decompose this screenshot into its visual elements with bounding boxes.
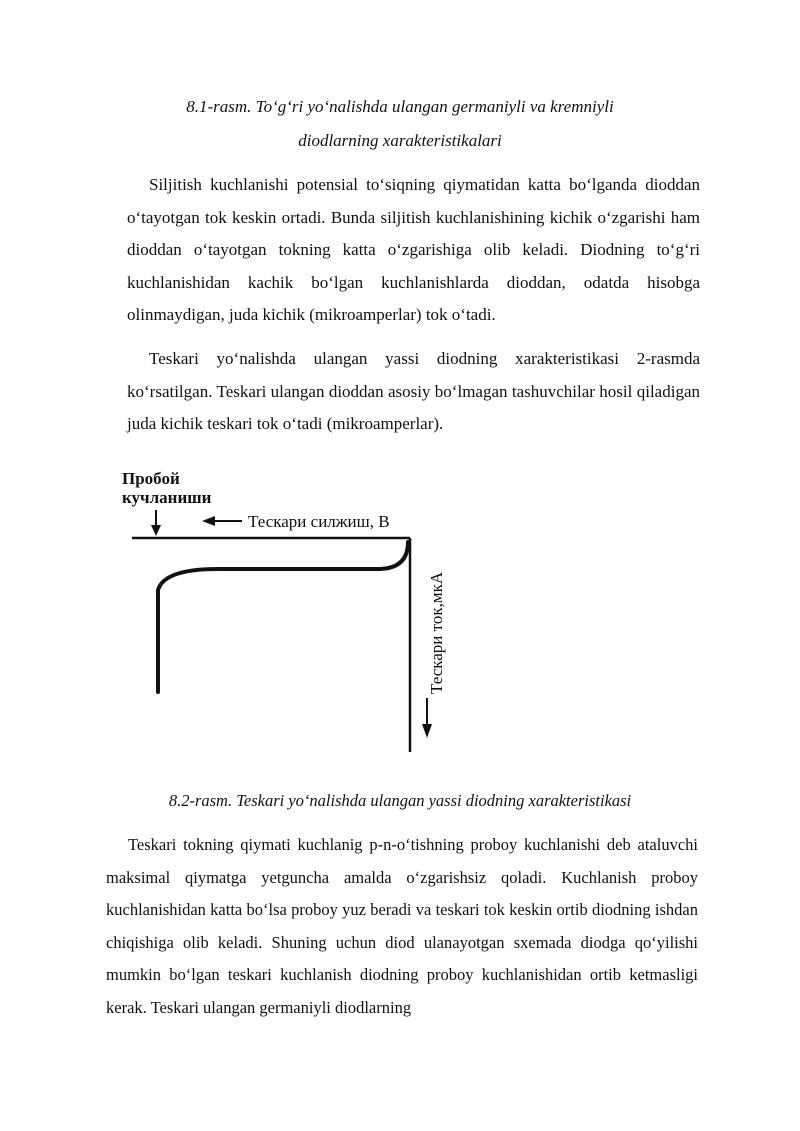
- figure-caption-8-2: 8.2-rasm. Teskari yo‘nalishda ulangan yassi diodning xarakteristikasi: [168, 791, 632, 810]
- x-axis-label: Тескари силжиш, В: [248, 512, 390, 531]
- y-axis-arrow-head: [422, 724, 432, 738]
- paragraph-forward-bias: Siljitish kuchlanishi potensial to‘siqning qiymatidan katta bo‘lganda dioddan o‘tayotgan tok keskin ortadi. Bunda siljitish kuchlanishining kichik o‘zgarishi ham dioddan o‘tayotgan tokning katta o‘zgarishiga olib keladi. Diodning to‘g‘ri kuchlanishidan kachik bo‘lgan kuchlanishlarda dioddan, odatda hisobga olinmaydigan, juda kichik (mikroamperlar) tok o‘tadi.: [127, 175, 700, 324]
- reverse-current-curve: [158, 542, 408, 692]
- figure-caption-8-1-line1: 8.1-rasm. To‘g‘ri yo‘nalishda ulangan germaniyli va kremniyli: [186, 97, 614, 116]
- figure-caption-8-1-line2: diodlarning xarakteristikalari: [298, 131, 502, 150]
- paragraph-breakdown: Teskari tokning qiymati kuchlanig p-n-o‘tishning proboy kuchlanishi deb ataluvchi maksimal qiymatga yetguncha amalda o‘zgarishsiz qoladi. Kuchlanish proboy kuchlanishidan katta bo‘lsa proboy yuz beradi va teskari tok keskin ortib diodning ishdan chiqishiga olib keladi. Shuning uchun diod ulanayotgan sxemada diodga qo‘yilishi mumkin bo‘lgan teskari kuchlanish diodning proboy kuchlanishidan ortib ketmasligi kerak. Teskari ulangan germaniyli diodlarning: [106, 835, 698, 1017]
- breakdown-label-line1: Пробой: [122, 469, 180, 488]
- breakdown-label-line2: кучланиши: [122, 488, 212, 507]
- paragraph-reverse-bias: Teskari yo‘nalishda ulangan yassi diodning xarakteristikasi 2-rasmda ko‘rsatilgan. Teskari ulangan dioddan asosiy bo‘lmagan tashuvchilar hosil qiladigan juda kichik teskari tok o‘tadi (mikroamperlar).: [127, 349, 700, 433]
- breakdown-arrow-head: [151, 525, 161, 536]
- y-axis-label: Тескари ток,мкА: [427, 571, 446, 694]
- x-axis-arrow-head: [202, 516, 215, 526]
- reverse-characteristic-figure: [118, 462, 458, 762]
